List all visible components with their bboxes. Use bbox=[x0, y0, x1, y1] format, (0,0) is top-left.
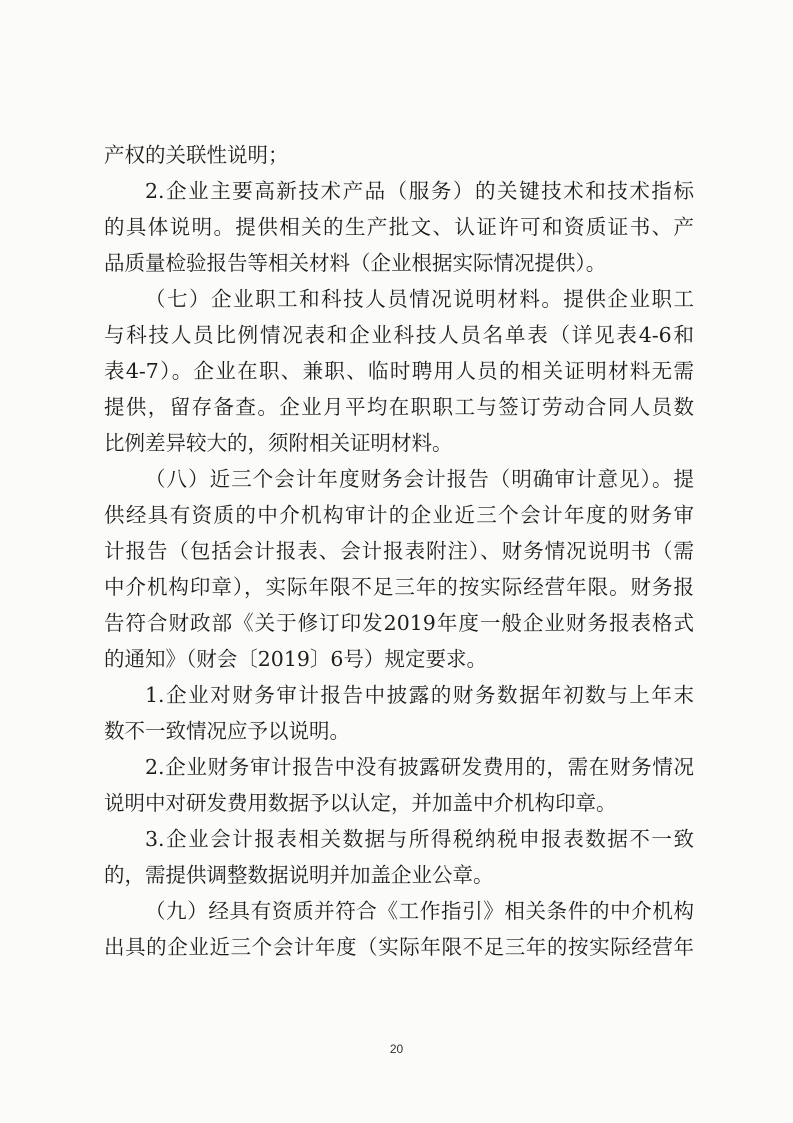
text-line: （九）经具有资质并符合《工作指引》相关条件的中介机构 bbox=[145, 899, 694, 923]
text-line: 2.企业主要高新技术产品（服务）的关键技术和技术指标 bbox=[145, 179, 694, 203]
text-line: 出具的企业近三个会计年度（实际年限不足三年的按实际经营年 bbox=[104, 935, 694, 959]
text-line: 品质量检验报告等相关材料（企业根据实际情况提供）。 bbox=[104, 251, 607, 275]
text-line: 产权的关联性说明； bbox=[104, 143, 289, 167]
text-line: （七）企业职工和科技人员情况说明材料。提供企业职工 bbox=[145, 287, 694, 311]
text-line: 表4-7）。企业在职、兼职、临时聘用人员的相关证明材料无需 bbox=[104, 359, 694, 383]
text-line: 的通知》（财会〔2019〕6号）规定要求。 bbox=[104, 647, 487, 671]
text-line: 中介机构印章），实际年限不足三年的按实际经营年限。财务报 bbox=[104, 575, 694, 599]
text-line: 说明中对研发费用数据予以认定，并加盖中介机构印章。 bbox=[104, 791, 617, 815]
text-line: 比例差异较大的，须附相关证明材料。 bbox=[104, 431, 453, 455]
text-line: （八）近三个会计年度财务会计报告（明确审计意见）。提 bbox=[145, 467, 694, 491]
text-line: 的，需提供调整数据说明并加盖企业公章。 bbox=[104, 863, 494, 887]
text-line: 供经具有资质的中介机构审计的企业近三个会计年度的财务审 bbox=[104, 503, 694, 527]
text-line: 计报告（包括会计报表、会计报表附注）、财务情况说明书（需 bbox=[104, 539, 694, 563]
text-line: 数不一致情况应予以说明。 bbox=[104, 719, 350, 743]
body-text bbox=[104, 137, 694, 965]
text-line: 与科技人员比例情况表和企业科技人员名单表（详见表4-6和 bbox=[104, 323, 694, 347]
text-line: 3.企业会计报表相关数据与所得税纳税申报表数据不一致 bbox=[145, 827, 694, 851]
text-line: 1.企业对财务审计报告中披露的财务数据年初数与上年末 bbox=[145, 683, 694, 707]
text-line: 的具体说明。提供相关的生产批文、认证许可和资质证书、产 bbox=[104, 215, 694, 239]
text-line: 2.企业财务审计报告中没有披露研发费用的，需在财务情况 bbox=[145, 755, 694, 779]
text-line: 告符合财政部《关于修订印发2019年度一般企业财务报表格式 bbox=[104, 611, 694, 635]
text-line: 提供，留存备查。企业月平均在职职工与签订劳动合同人员数 bbox=[104, 395, 694, 419]
page-number: 20 bbox=[389, 1042, 404, 1056]
